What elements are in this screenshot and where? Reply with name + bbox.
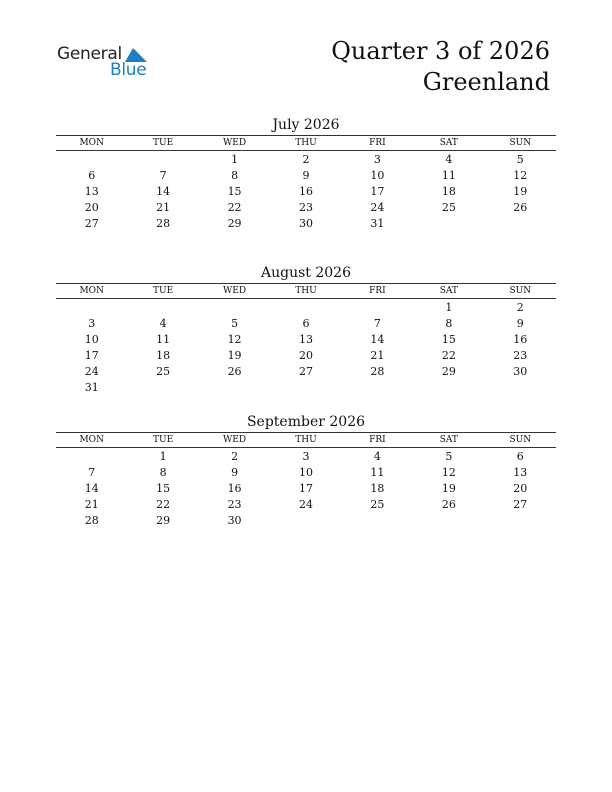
day-cell: 20 <box>298 349 313 362</box>
day-cell: 11 <box>441 169 456 182</box>
day-cell: 22 <box>441 349 456 362</box>
day-cell <box>199 300 270 316</box>
day-cell <box>485 216 556 232</box>
day-cell: 12 <box>441 466 456 479</box>
week-row <box>56 348 556 364</box>
week-row <box>56 200 556 216</box>
day-cell: 18 <box>370 482 385 495</box>
day-cell: 1 <box>159 450 167 463</box>
week-row <box>56 364 556 380</box>
day-cell: 3 <box>302 450 310 463</box>
day-cell: 9 <box>516 317 524 330</box>
day-cell: 4 <box>373 450 381 463</box>
day-cell: 5 <box>445 450 453 463</box>
day-cell: 11 <box>156 333 171 346</box>
day-cell: 25 <box>370 498 385 511</box>
day-cell: 25 <box>156 365 171 378</box>
day-cell: 10 <box>298 466 313 479</box>
weekday-label: SUN <box>509 138 532 148</box>
day-cell: 29 <box>227 217 242 230</box>
day-cell: 24 <box>370 201 385 214</box>
week-row <box>56 449 556 465</box>
week-row <box>56 465 556 481</box>
day-cell <box>342 380 413 396</box>
week-row <box>56 380 556 396</box>
day-cell: 22 <box>227 201 242 214</box>
day-cell: 1 <box>231 153 239 166</box>
weekday-label: MON <box>79 286 104 296</box>
month-title: July 2026 <box>272 117 340 133</box>
day-cell <box>56 449 127 465</box>
weekday-label: FRI <box>369 138 386 148</box>
day-cell: 14 <box>156 185 171 198</box>
day-cell: 16 <box>298 185 313 198</box>
day-cell: 4 <box>159 317 167 330</box>
day-cell: 8 <box>231 169 239 182</box>
day-cell: 29 <box>156 514 171 527</box>
logo-blue-text: Blue <box>110 60 147 80</box>
day-cell: 18 <box>441 185 456 198</box>
day-cell: 3 <box>88 317 96 330</box>
day-cell: 15 <box>441 333 456 346</box>
day-cell: 6 <box>88 169 96 182</box>
day-cell <box>56 300 127 316</box>
weekday-label: SAT <box>439 286 458 296</box>
weeks <box>56 448 556 529</box>
logo <box>57 44 157 80</box>
title-block <box>331 36 550 98</box>
day-cell: 24 <box>84 365 99 378</box>
day-cell <box>199 380 270 396</box>
day-cell: 9 <box>302 169 310 182</box>
day-cell: 11 <box>370 466 385 479</box>
weekday-label: THU <box>295 286 317 296</box>
week-row <box>56 513 556 529</box>
day-cell: 26 <box>227 365 242 378</box>
day-cell: 2 <box>516 301 524 314</box>
weekday-label: FRI <box>369 435 386 445</box>
weekday-header-row <box>56 283 556 299</box>
day-cell: 28 <box>84 514 99 527</box>
week-row <box>56 316 556 332</box>
day-cell: 21 <box>84 498 99 511</box>
weekday-header-row <box>56 432 556 448</box>
day-cell: 8 <box>445 317 453 330</box>
weekday-label: THU <box>295 138 317 148</box>
day-cell <box>270 380 341 396</box>
week-row <box>56 300 556 316</box>
day-cell: 27 <box>298 365 313 378</box>
weekday-header-row <box>56 135 556 151</box>
day-cell <box>413 380 484 396</box>
day-cell: 9 <box>231 466 239 479</box>
day-cell: 24 <box>298 498 313 511</box>
weekday-label: WED <box>223 286 247 296</box>
day-cell: 20 <box>84 201 99 214</box>
weekday-label: WED <box>223 435 247 445</box>
day-cell: 12 <box>227 333 242 346</box>
day-cell <box>127 300 198 316</box>
day-cell: 18 <box>156 349 171 362</box>
day-cell: 23 <box>227 498 242 511</box>
day-cell: 14 <box>84 482 99 495</box>
day-cell: 13 <box>298 333 313 346</box>
weekday-label: SAT <box>439 435 458 445</box>
week-row <box>56 481 556 497</box>
day-cell: 17 <box>370 185 385 198</box>
week-row <box>56 497 556 513</box>
day-cell: 16 <box>513 333 528 346</box>
month-july <box>56 115 556 232</box>
day-cell <box>413 513 484 529</box>
day-cell <box>485 380 556 396</box>
weekday-label: SUN <box>509 286 532 296</box>
region-title: Greenland <box>422 68 550 96</box>
day-cell: 3 <box>373 153 381 166</box>
month-title: September 2026 <box>246 414 366 430</box>
day-cell: 16 <box>227 482 242 495</box>
day-cell: 26 <box>441 498 456 511</box>
day-cell: 28 <box>370 365 385 378</box>
day-cell: 7 <box>373 317 381 330</box>
page-title: Quarter 3 of 2026 <box>331 37 550 65</box>
day-cell: 26 <box>513 201 528 214</box>
day-cell: 31 <box>84 381 99 394</box>
day-cell: 5 <box>231 317 239 330</box>
day-cell <box>56 152 127 168</box>
day-cell <box>127 152 198 168</box>
day-cell: 15 <box>156 482 171 495</box>
day-cell: 20 <box>513 482 528 495</box>
day-cell <box>485 513 556 529</box>
logo-general-text: General <box>57 44 122 64</box>
day-cell: 19 <box>227 349 242 362</box>
day-cell: 10 <box>370 169 385 182</box>
day-cell: 25 <box>441 201 456 214</box>
weekday-label: SAT <box>439 138 458 148</box>
day-cell: 21 <box>156 201 171 214</box>
day-cell: 1 <box>445 301 453 314</box>
day-cell: 8 <box>159 466 167 479</box>
day-cell: 12 <box>513 169 528 182</box>
day-cell: 27 <box>513 498 528 511</box>
week-row <box>56 332 556 348</box>
month-august <box>56 263 556 396</box>
day-cell: 23 <box>513 349 528 362</box>
day-cell: 5 <box>516 153 524 166</box>
day-cell <box>413 216 484 232</box>
day-cell: 6 <box>516 450 524 463</box>
weeks <box>56 151 556 232</box>
day-cell: 29 <box>441 365 456 378</box>
day-cell <box>270 513 341 529</box>
week-row <box>56 168 556 184</box>
weekday-label: MON <box>79 435 104 445</box>
day-cell: 13 <box>513 466 528 479</box>
month-september <box>56 412 556 529</box>
day-cell <box>342 300 413 316</box>
day-cell: 6 <box>302 317 310 330</box>
weekday-label: TUE <box>153 138 174 148</box>
day-cell: 22 <box>156 498 171 511</box>
day-cell: 19 <box>513 185 528 198</box>
day-cell <box>127 380 198 396</box>
day-cell: 23 <box>298 201 313 214</box>
week-row <box>56 216 556 232</box>
day-cell <box>342 513 413 529</box>
day-cell: 13 <box>84 185 99 198</box>
month-title: August 2026 <box>261 265 351 281</box>
weekday-label: TUE <box>153 435 174 445</box>
day-cell: 10 <box>84 333 99 346</box>
weekday-label: MON <box>79 138 104 148</box>
week-row <box>56 152 556 168</box>
day-cell: 4 <box>445 153 453 166</box>
day-cell: 21 <box>370 349 385 362</box>
weekday-label: THU <box>295 435 317 445</box>
day-cell: 19 <box>441 482 456 495</box>
day-cell <box>270 300 341 316</box>
day-cell: 15 <box>227 185 242 198</box>
day-cell: 28 <box>156 217 171 230</box>
weekday-label: TUE <box>153 286 174 296</box>
weekday-label: FRI <box>369 286 386 296</box>
weekday-label: WED <box>223 138 247 148</box>
day-cell: 30 <box>227 514 242 527</box>
day-cell: 17 <box>298 482 313 495</box>
weeks <box>56 299 556 396</box>
day-cell: 30 <box>298 217 313 230</box>
day-cell: 2 <box>302 153 310 166</box>
day-cell: 14 <box>370 333 385 346</box>
day-cell: 7 <box>159 169 167 182</box>
week-row <box>56 184 556 200</box>
day-cell: 27 <box>84 217 99 230</box>
day-cell: 17 <box>84 349 99 362</box>
day-cell: 30 <box>513 365 528 378</box>
weekday-label: SUN <box>509 435 532 445</box>
day-cell: 31 <box>370 217 385 230</box>
day-cell: 2 <box>231 450 239 463</box>
day-cell: 7 <box>88 466 96 479</box>
